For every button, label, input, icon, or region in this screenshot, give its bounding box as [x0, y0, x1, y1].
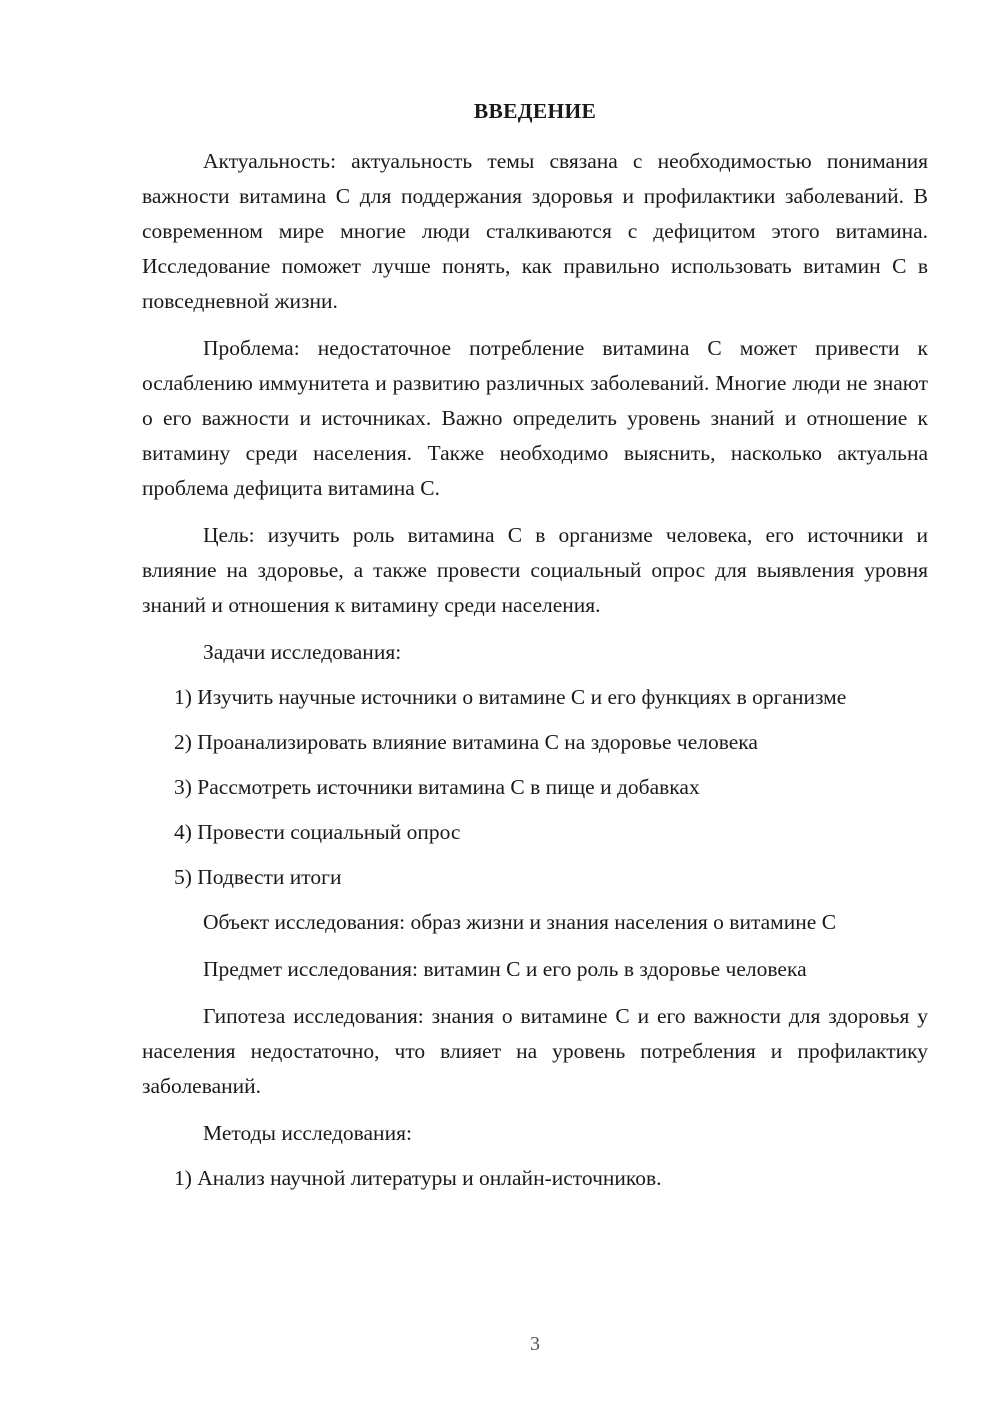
document-page	[142, 96, 928, 1206]
task-item: 5) Подвести итоги	[174, 865, 342, 889]
relevance-paragraph: Актуальность: актуальность темы связана с необходимостью понимания важности витамина С для поддержания здоровья и профилактики заболеваний. В современном мире многие люди сталкиваются с дефицитом этого витамина. Исследование поможет лучше понять, как правильно использовать витамин С в повседневной жизни.	[142, 149, 928, 313]
subject-paragraph: Предмет исследования: витамин С и его роль в здоровье человека	[203, 957, 807, 981]
problem-paragraph: Проблема: недостаточное потребление витамина С может привести к ослаблению иммунитета и развитию различных заболеваний. Многие люди не знают о его важности и источниках. Важно определить уровень знаний и отношение к витамину среди населения. Также необходимо выяснить, насколько актуальна проблема дефицита витамина С.	[142, 336, 928, 500]
object-paragraph: Объект исследования: образ жизни и знания населения о витамине С	[203, 910, 837, 934]
hypothesis-paragraph: Гипотеза исследования: знания о витамине С и его важности для здоровья у населения недостаточно, что влияет на уровень потребления и профилактику заболеваний.	[142, 1004, 928, 1098]
task-item: 1) Изучить научные источники о витамине С и его функциях в организме	[174, 685, 847, 709]
task-item: 3) Рассмотреть источники витамина С в пище и добавках	[174, 775, 700, 799]
methods-heading: Методы исследования:	[203, 1121, 412, 1145]
task-item: 4) Провести социальный опрос	[174, 820, 461, 844]
tasks-heading: Задачи исследования:	[203, 640, 402, 664]
method-item: 1) Анализ научной литературы и онлайн-источников.	[174, 1166, 662, 1190]
goal-paragraph: Цель: изучить роль витамина С в организме человека, его источники и влияние на здоровье, а также провести социальный опрос для выявления уровня знаний и отношения к витамину среди населения.	[142, 523, 928, 617]
page-number: 3	[530, 1333, 540, 1355]
task-item: 2) Проанализировать влияние витамина С на здоровье человека	[174, 730, 758, 754]
section-title: ВВЕДЕНИЕ	[473, 99, 597, 123]
